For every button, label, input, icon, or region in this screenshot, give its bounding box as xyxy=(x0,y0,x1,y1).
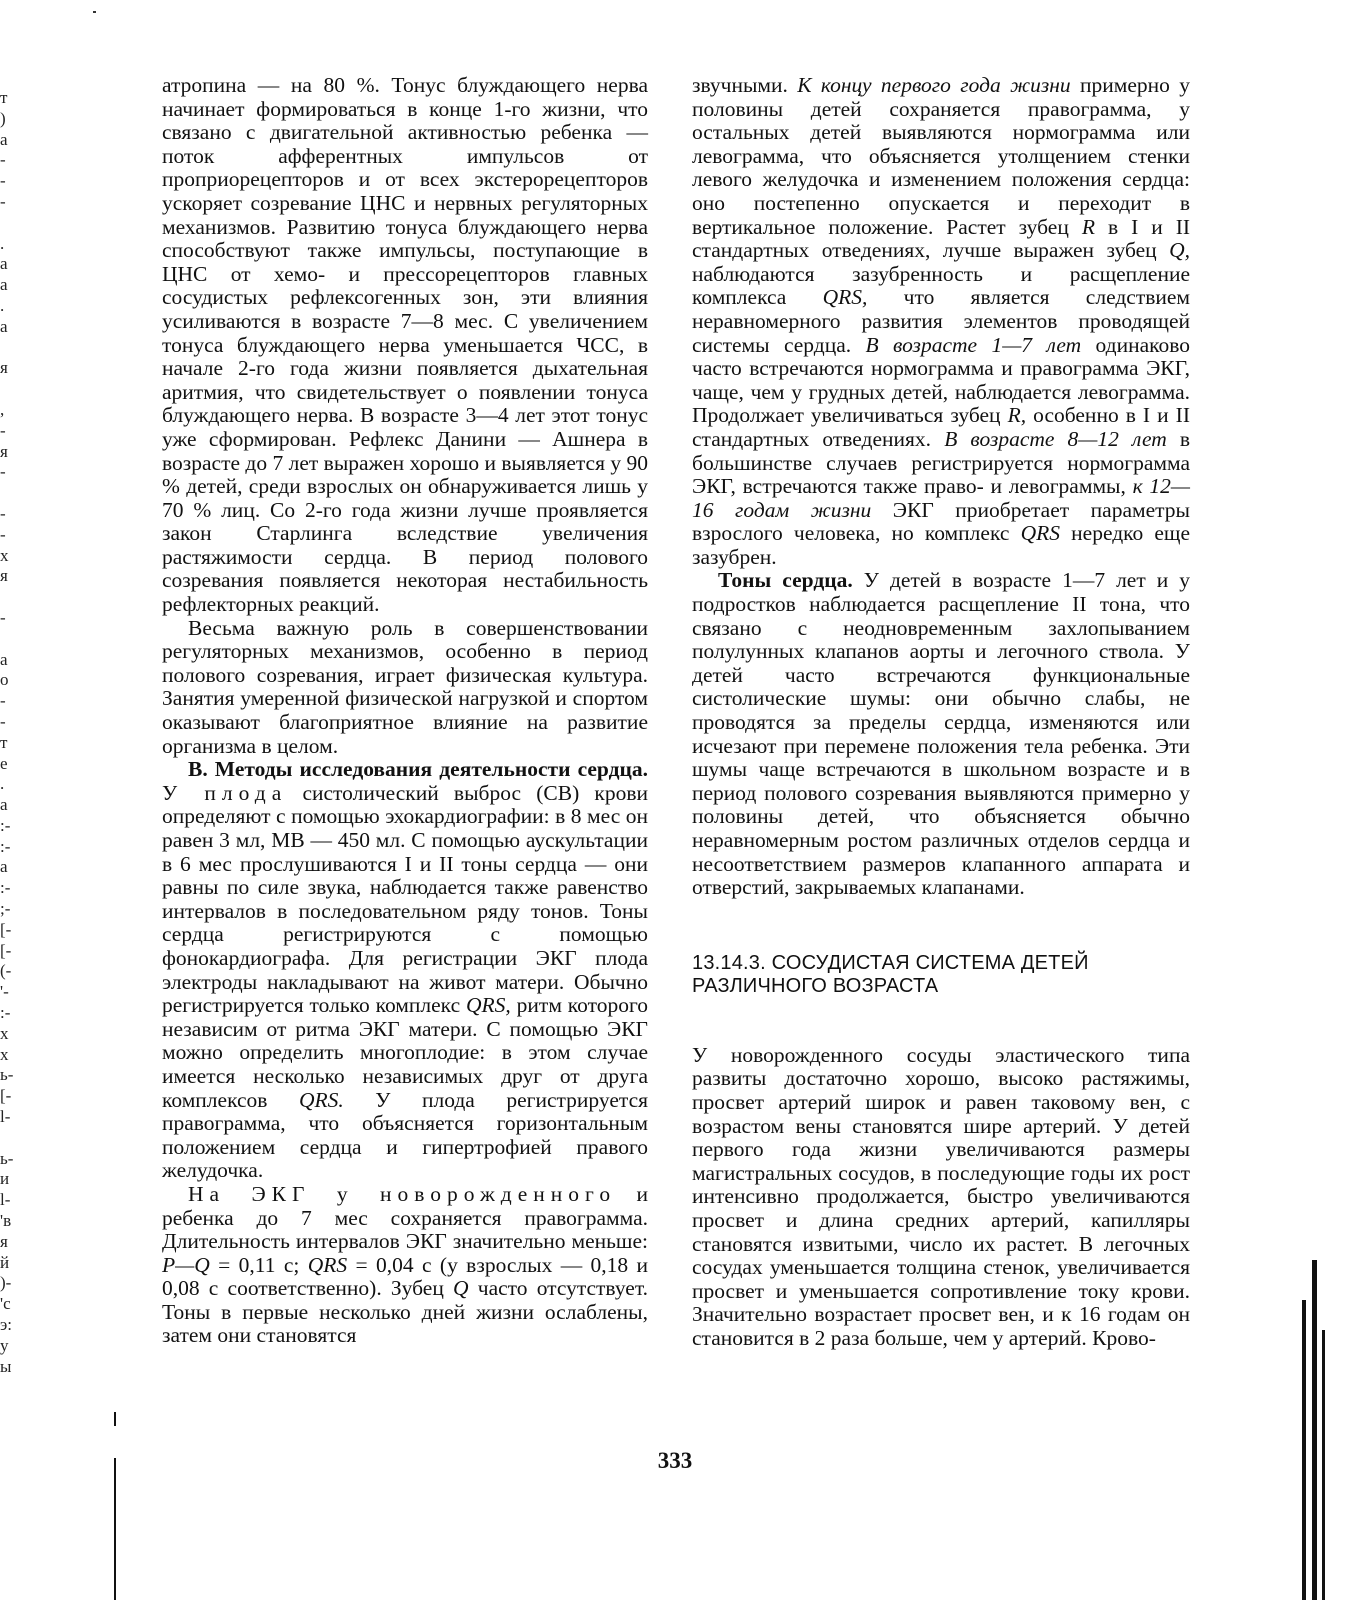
section-heading xyxy=(692,952,1190,998)
margin-bleed-glyph: я xyxy=(0,566,8,586)
margin-bleed-glyph: l- xyxy=(0,1107,11,1127)
margin-bleed-glyph: , xyxy=(0,399,5,419)
paragraph-text: в большинстве случаев регистрируется нормограмма ЭКГ, встречаются также право- и левограммы, xyxy=(692,426,1191,499)
margin-bleed-glyph: а xyxy=(0,254,8,274)
paragraph xyxy=(692,569,1190,899)
margin-bleed-glyph: х xyxy=(0,1044,9,1064)
margin-bleed-glyph: [- xyxy=(0,1086,12,1106)
paragraph xyxy=(692,74,1190,569)
right-page-edge xyxy=(1302,1300,1306,1600)
margin-bleed-glyph: т xyxy=(0,88,8,107)
margin-bleed-glyph: [- xyxy=(0,919,12,939)
margin-bleed-glyph: . xyxy=(0,233,5,253)
margin-bleed-glyph: '- xyxy=(0,982,9,1002)
margin-bleed-glyph: . xyxy=(0,295,5,315)
paragraph-text: часто отсутствует. Тоны в первые несколько дней жизни ослаблены, затем они становятся xyxy=(162,1276,649,1348)
paragraph-text: Весьма важную роль в совершенствовании регуляторных механизмов, особенно в период полового созревания, играет физическая культура. Занятия умеренной физической нагрузкой и спортом оказывают благоприятное влияние на развитие организма в целом. xyxy=(162,615,648,758)
margin-bleed-glyph: ы xyxy=(0,1356,12,1376)
italic-term: R, xyxy=(1007,403,1027,428)
paragraph xyxy=(692,1044,1190,1351)
margin-bleed-glyph: - xyxy=(0,691,6,711)
italic-term: QRS. xyxy=(298,1087,344,1112)
margin-bleed-glyph: 'в xyxy=(0,1211,12,1231)
run-in-heading: В. Методы исследования деятельности сердца. xyxy=(188,757,648,782)
section-heading-line: 13.14.3. СОСУДИСТАЯ СИСТЕМА ДЕТЕЙ xyxy=(692,951,1089,974)
italic-term: Q xyxy=(453,1276,469,1301)
italic-term: Q, xyxy=(1169,238,1190,263)
margin-bleed-glyph: я xyxy=(0,1231,8,1251)
run-in-heading: Тоны сердца. xyxy=(718,568,853,593)
italic-phrase: В возрасте 8—12 лет xyxy=(944,426,1167,451)
paragraph-text: и ребенка до 7 мес сохраняется правограмма. Длительность интервалов ЭКГ значительно меньше: xyxy=(162,1181,649,1254)
margin-bleed-glyph: э: xyxy=(0,1315,13,1335)
paragraph-text: примерно у половины детей сохраняется правограмма, у остальных детей выявляются нормограмма или левограмма, что объясняется утолщением стенки левого желудочка и изменением положения сердца: оно постепенно опускается и переходит в вертикальное положение. Растет зубец xyxy=(692,73,1191,239)
margin-bleed-glyph: а xyxy=(0,795,8,815)
paragraph-text: ЭКГ приобретает параметры взрослого человека, но комплекс xyxy=(692,497,1190,546)
margin-bleed-glyph: о xyxy=(0,670,9,690)
scan-speck xyxy=(93,11,96,13)
paragraph-text: У новорожденного сосуды эластического типа развиты достаточно хорошо, высоко растяжимы, просвет артерий широк и равен таковому вен, с возрастом вены становятся шире артерий. У детей первого года жизни увеличиваются размеры магистральных сосудов, в последующие годы их рост интенсивно продолжается, быстро увеличиваются просвет и длина средних артерий, капилляры становятся извитыми, число их растет. В легочных сосудах уменьшается толщина стенок, увеличивается просвет и уменьшается сопротивление току крови. Значительно возрастает просвет вен, и к 16 годам он становится в 2 раза больше, чем у артерий. Крово- xyxy=(692,1042,1190,1350)
left-binding-line xyxy=(114,1458,116,1600)
paragraph-text: нередко еще зазубрен. xyxy=(692,521,1191,569)
margin-bleed-glyph: :- xyxy=(0,836,11,856)
margin-bleed-glyph: х xyxy=(0,545,9,565)
margin-bleed-glyph: е xyxy=(0,753,8,773)
margin-bleed-glyph: :- xyxy=(0,878,11,898)
italic-term: QRS xyxy=(1020,521,1060,546)
margin-bleed-glyph: - xyxy=(0,462,6,482)
italic-phrase: к 12—16 годам жизни xyxy=(692,474,1190,522)
margin-bleed-glyph: [- xyxy=(0,940,12,960)
paragraph-text: особенно в I и II стандартных отведениях. xyxy=(692,403,1191,451)
paragraph xyxy=(162,1183,648,1348)
right-column xyxy=(692,74,1190,1351)
margin-bleed-glyph: - xyxy=(0,171,6,191)
paragraph-text: наблюдаются зазубренность и расщепление комплекса xyxy=(692,261,1190,310)
paragraph-text: ритм которого независим от ритма ЭКГ матери. С помощью ЭКГ можно определить многоплодие: в этом случае имеется несколько независимых друг от друга комплексов xyxy=(162,993,649,1112)
margin-bleed-glyph: х xyxy=(0,1023,9,1043)
paragraph-text: одинаково часто встречаются нормограмма и правограмма ЭКГ, чаще, чем у грудных детей, наблюдается левограмма. Продолжает увеличиваться зубец xyxy=(692,332,1191,428)
margin-bleed-glyph: ) xyxy=(0,108,6,128)
margin-bleed-glyph: - xyxy=(0,711,6,731)
paragraph-text: атропина — на 80 %. Тонус блуждающего нерва начинает формироваться в конце 1-го жизни, что связано с двигательной активностью ребенка — поток афферентных импульсов от проприорецепторов и от всех экстерорецепторов ускоряет созревание ЦНС и нервных регуляторных механизмов. Развитию тонуса блуждающего нерва способствуют также импульсы, поступающие в ЦНС от хемо- и прессорецепторов главных сосудистых рефлексогенных зон, эти влияния усиливаются в возрасте 7—8 мес. С увеличением тонуса блуждающего нерва уменьшается ЧСС, в начале 2-го года жизни появляется дыхательная аритмия, что свидетельствует о появлении тонуса блуждающего нерва. В возрасте 3—4 лет этот тонус уже сформирован. Рефлекс Данини — Ашнера в возрасте до 7 лет выражен хорошо и выявляется у 90 % детей, среди взрослых он обнаруживается лишь у 70 % лиц. Со 2-го года жизни лучше проявляется закон Старлинга вследствие увеличения растяжимости сердца. В период полового созревания появляется некоторая нестабильность рефлекторных реакций. xyxy=(162,73,648,617)
italic-term: QRS, xyxy=(822,285,868,310)
margin-bleed-glyph: ь- xyxy=(0,1065,14,1085)
left-binding-line xyxy=(114,1412,116,1426)
paragraph xyxy=(162,758,648,1183)
margin-bleed-glyph: т xyxy=(0,732,8,752)
paragraph-text: = 0,04 с (у взрослых — 0,18 и 0,08 с соответственно). Зубец xyxy=(162,1252,649,1301)
margin-bleed-glyph: - xyxy=(0,524,6,544)
margin-bleed-glyph: ;- xyxy=(0,899,11,919)
paragraph-text: звучными. xyxy=(692,73,788,97)
margin-bleed-glyph: . xyxy=(0,774,5,794)
italic-term: R xyxy=(1081,214,1095,239)
margin-bleed-glyph: - xyxy=(0,607,6,627)
margin-bleed-glyph: ь- xyxy=(0,1148,14,1168)
paragraph-text: = 0,11 с; xyxy=(218,1252,300,1277)
margin-bleed-glyph: а xyxy=(0,275,8,295)
paragraph-text: что является следствием неравномерного развития элементов проводящей системы сердца. xyxy=(692,285,1191,357)
margin-bleed-glyph: - xyxy=(0,191,6,211)
italic-term: QRS xyxy=(307,1252,348,1277)
margin-bleed-glyph: - xyxy=(0,503,6,523)
margin-bleed-glyph: й xyxy=(0,1252,10,1272)
paragraph xyxy=(162,74,648,617)
margin-bleed-glyph xyxy=(0,213,18,234)
section-heading-line: РАЗЛИЧНОГО ВОЗРАСТА xyxy=(692,974,939,997)
margin-bleed-glyph: :- xyxy=(0,1003,11,1023)
margin-bleed-glyph: у xyxy=(0,1335,9,1355)
left-column xyxy=(162,74,648,1348)
margin-bleed-glyph: 'с xyxy=(0,1294,11,1314)
margin-bleed-glyph xyxy=(0,629,18,650)
paragraph-text: У плода регистрируется правограмма, что объясняется горизонтальным положением сердца и гипертрофией правого желудочка. xyxy=(162,1087,648,1183)
italic-term: P—Q xyxy=(162,1252,210,1277)
right-page-edge xyxy=(1322,1330,1325,1600)
margin-bleed-glyph: - xyxy=(0,150,6,170)
margin-bleed-glyph xyxy=(0,379,18,400)
paragraph-text: систолический выброс (СВ) крови определяют с помощью эхокардиографии: в 8 мес он равен 3 мл, МВ — 450 мл. С помощью аускультации в 6 мес прослушиваются I и II тоны сердца — они равны по силе звука, наблюдается также равенство интервалов в последовательном ряду тонов. Тоны сердца регистрируются с помощью фонокардиографа. Для регистрации ЭКГ плода электроды накладывают на живот матери. Обычно регистрируется только комплекс xyxy=(162,780,649,1018)
margin-bleed-glyph xyxy=(0,1128,18,1149)
italic-phrase: К концу первого года жизни xyxy=(797,73,1071,97)
margin-bleed-glyph: а xyxy=(0,649,8,669)
margin-bleed-glyph xyxy=(0,483,18,504)
margin-bleed-glyph: я xyxy=(0,358,8,378)
spaced-text: У плода xyxy=(162,780,288,805)
margin-bleed-glyph: а xyxy=(0,857,8,877)
margin-bleed-glyph xyxy=(0,587,18,608)
paragraph-text: в I и II стандартных отведениях, лучше выражен зубец xyxy=(692,214,1191,263)
margin-bleed-glyph: - xyxy=(0,420,6,440)
margin-bleed-glyph: l- xyxy=(0,1190,11,1210)
margin-bleed-text xyxy=(0,88,18,1377)
margin-bleed-glyph: и xyxy=(0,1169,10,1189)
paragraph xyxy=(162,617,648,759)
italic-phrase: В возрасте 1—7 лет xyxy=(865,332,1082,357)
margin-bleed-glyph xyxy=(0,338,18,359)
paragraph-text: У детей в возрасте 1—7 лет и у подростков наблюдается расщепление II тона, что связано с неодновременным захлопыванием полулунных клапанов аорты и легочного ствола. У детей часто встречаются функциональные систолические шумы: они обычно слабы, не проводятся за пределы сердца, изменяются или исчезают при перемене положения тела ребенка. Эти шумы чаще встречаются в школьном возрасте и в период полового созревания выявляются примерно у половины детей, что объясняется обычно неравномерным ростом различных отделов сердца и несоответствием размеров клапанного аппарата и отверстий, закрываемых клапанами. xyxy=(692,568,1191,900)
margin-bleed-glyph: я xyxy=(0,441,8,461)
spaced-text: На ЭКГ у новорожденного xyxy=(188,1181,617,1206)
margin-bleed-glyph: а xyxy=(0,316,8,336)
margin-bleed-glyph: :- xyxy=(0,815,11,835)
italic-term: QRS, xyxy=(466,993,511,1018)
margin-bleed-glyph: )- xyxy=(0,1273,12,1293)
right-page-edge xyxy=(1312,1260,1317,1600)
margin-bleed-glyph: (- xyxy=(0,961,12,981)
margin-bleed-glyph: а xyxy=(0,129,8,149)
page-number: 333 xyxy=(657,1448,693,1473)
